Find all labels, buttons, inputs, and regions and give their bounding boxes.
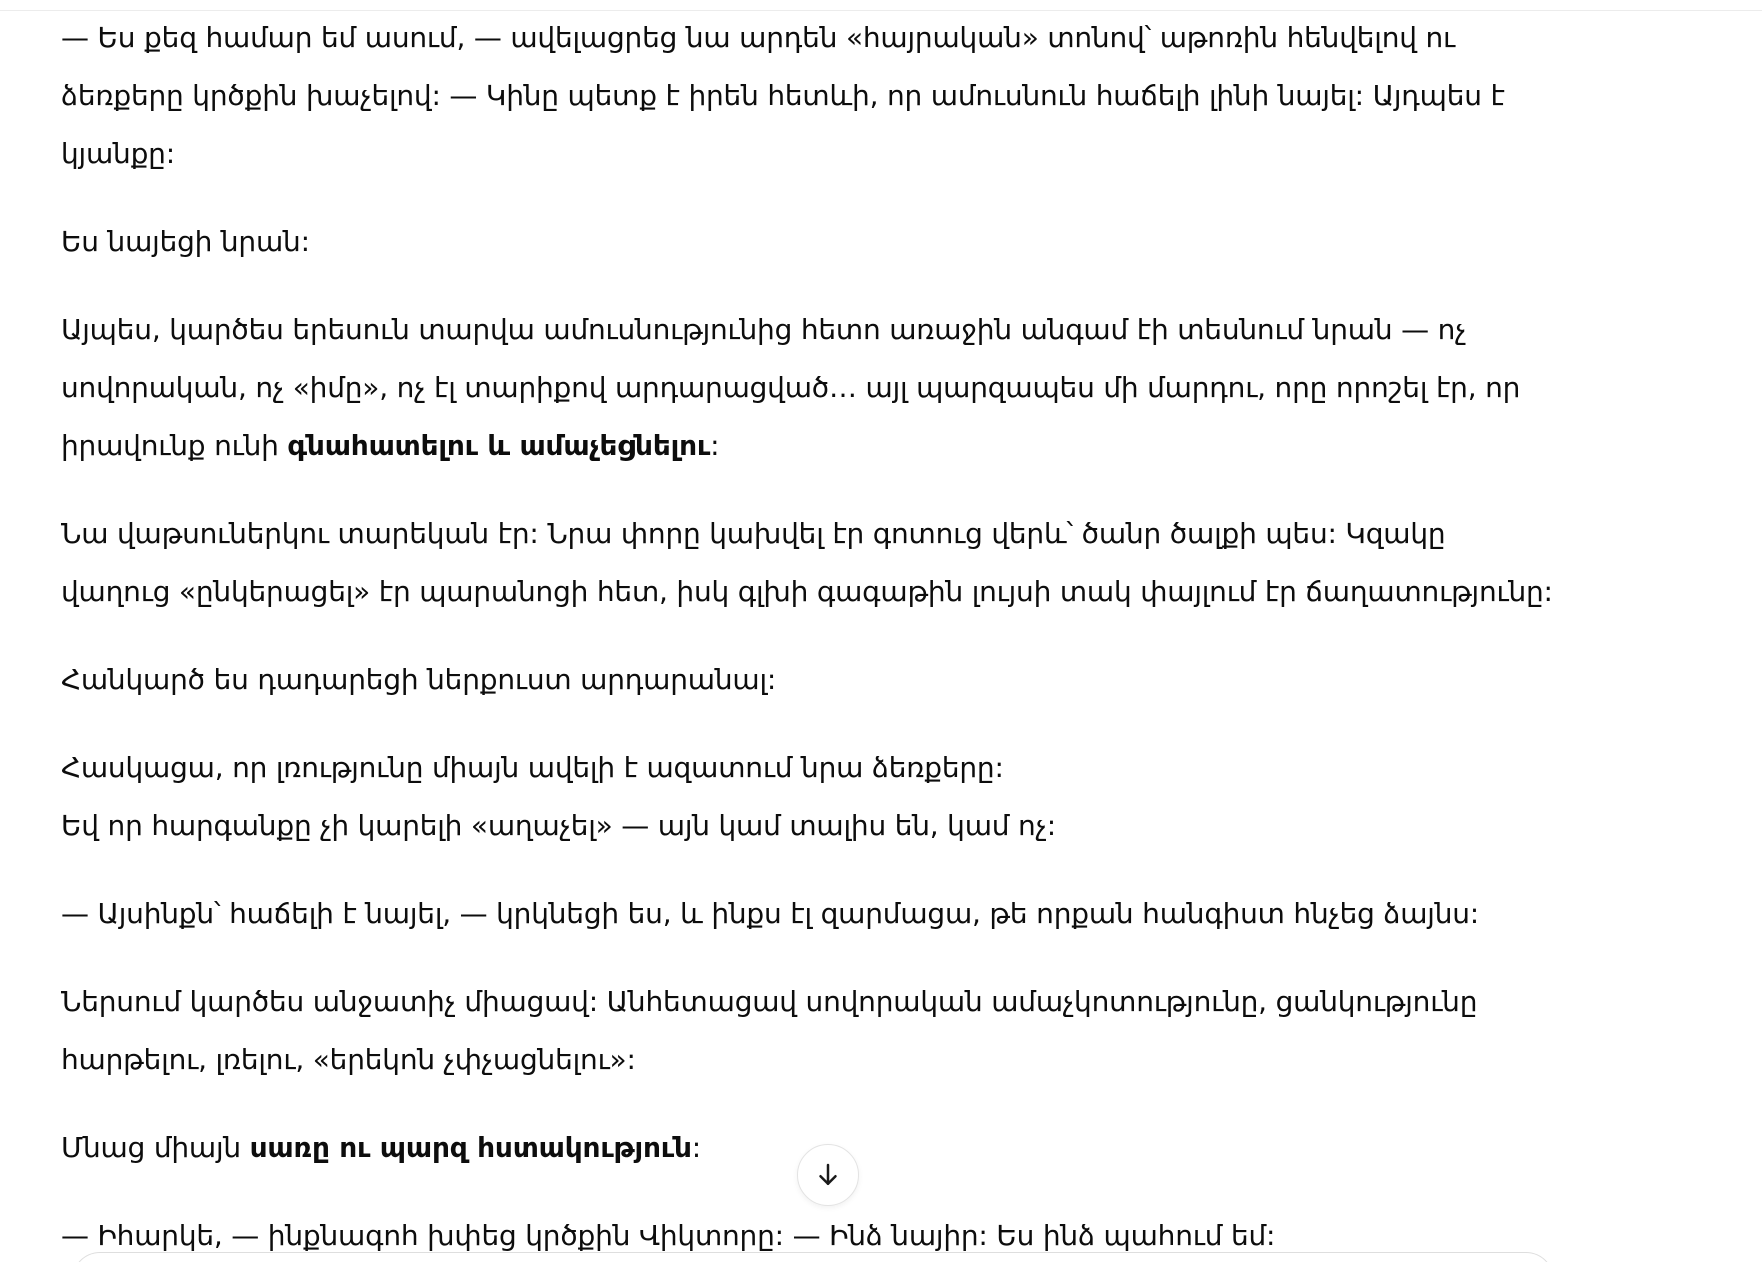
bold-text: սառը ու պարզ հստակություն	[249, 1131, 692, 1164]
message-paragraph	[61, 9, 1701, 183]
text-segment: կյանքը:	[61, 137, 175, 170]
text-line	[61, 505, 1701, 563]
text-segment: վաղուց «ընկերացել» էր պարանոցի հետ, իսկ գլխի գագաթին լույսի տակ փայլում էր ճաղատությունը:	[61, 575, 1553, 608]
text-segment: — Իհարկե, — ինքնագոհ խփեց կրծքին Վիկտորը: — Ինձ նայիր: Ես ինձ պահում եմ:	[61, 1219, 1276, 1252]
arrow-down-icon	[813, 1160, 843, 1190]
message-composer[interactable]	[72, 1252, 1554, 1262]
message-paragraph	[61, 1119, 1701, 1177]
text-segment: Նա վաթսուներկու տարեկան էր: Նրա փորը կախվել էր գոտուց վերև՝ ծանր ծալքի պես: Կզակը	[61, 517, 1446, 550]
message-paragraph	[61, 651, 1701, 709]
text-segment: Այպես, կարծես երեսուն տարվա ամուսնությունից հետո առաջին անգամ էի տեսնում նրան — ոչ	[61, 313, 1467, 346]
text-line	[61, 301, 1701, 359]
text-segment: Ներսում կարծես անջատիչ միացավ: Անհետացավ սովորական ամաչկոտությունը, ցանկությունը	[61, 985, 1478, 1018]
text-line	[61, 359, 1701, 417]
text-segment: Ես նայեցի նրան:	[61, 225, 310, 258]
text-line	[61, 9, 1701, 67]
text-line	[61, 1031, 1701, 1089]
text-line	[61, 797, 1701, 855]
text-segment: ձեռքերը կրծքին խաչելով: — Կինը պետք է իրեն հետևի, որ ամուսնուն հաճելի լինի նայել: Այդպես է	[61, 79, 1505, 112]
text-segment: Հանկարծ ես դադարեցի ներքուստ արդարանալ:	[61, 663, 777, 696]
message-paragraph	[61, 885, 1701, 943]
text-segment: :	[710, 429, 720, 462]
text-line	[61, 213, 1701, 271]
text-line	[61, 125, 1701, 183]
text-segment: հարթելու, լռելու, «երեկոն չփչացնելու»:	[61, 1043, 636, 1076]
text-line	[61, 885, 1701, 943]
message-paragraph	[61, 213, 1701, 271]
text-line	[61, 739, 1701, 797]
text-segment: :	[691, 1131, 701, 1164]
assistant-message	[61, 9, 1701, 1262]
text-segment: — Ես քեզ համար եմ ասում, — ավելացրեց նա արդեն «հայրական» տոնով՝ աթոռին հենվելով ու	[61, 21, 1456, 54]
message-paragraph	[61, 505, 1701, 621]
text-segment: Եվ որ հարգանքը չի կարելի «աղաչել» — այն կամ տալիս են, կամ ոչ:	[61, 809, 1056, 842]
text-segment: Հասկացա, որ լռությունը միայն ավելի է ազատում նրա ձեռքերը:	[61, 751, 1004, 784]
message-paragraph	[61, 739, 1701, 855]
text-line	[61, 417, 1701, 475]
message-paragraph	[61, 301, 1701, 475]
text-line	[61, 1119, 1701, 1177]
message-paragraph	[61, 973, 1701, 1089]
text-segment: սովորական, ոչ «իմը», ոչ էլ տարիքով արդարացված… այլ պարզապես մի մարդու, որը որոշել էր, որ	[61, 371, 1521, 404]
text-line	[61, 973, 1701, 1031]
text-segment: Մնաց միայն	[61, 1131, 250, 1164]
text-segment: իրավունք ունի	[61, 429, 288, 462]
bold-text: գնահատելու և ամաչեցնելու	[287, 429, 711, 462]
text-segment: — Այսինքն՝ հաճելի է նայել, — կրկնեցի ես, և ինքս էլ զարմացա, թե որքան հանգիստ հնչեց ձայնս:	[61, 897, 1480, 930]
text-line	[61, 651, 1701, 709]
text-line	[61, 563, 1701, 621]
text-line	[61, 67, 1701, 125]
scroll-to-bottom-button[interactable]	[797, 1144, 859, 1206]
